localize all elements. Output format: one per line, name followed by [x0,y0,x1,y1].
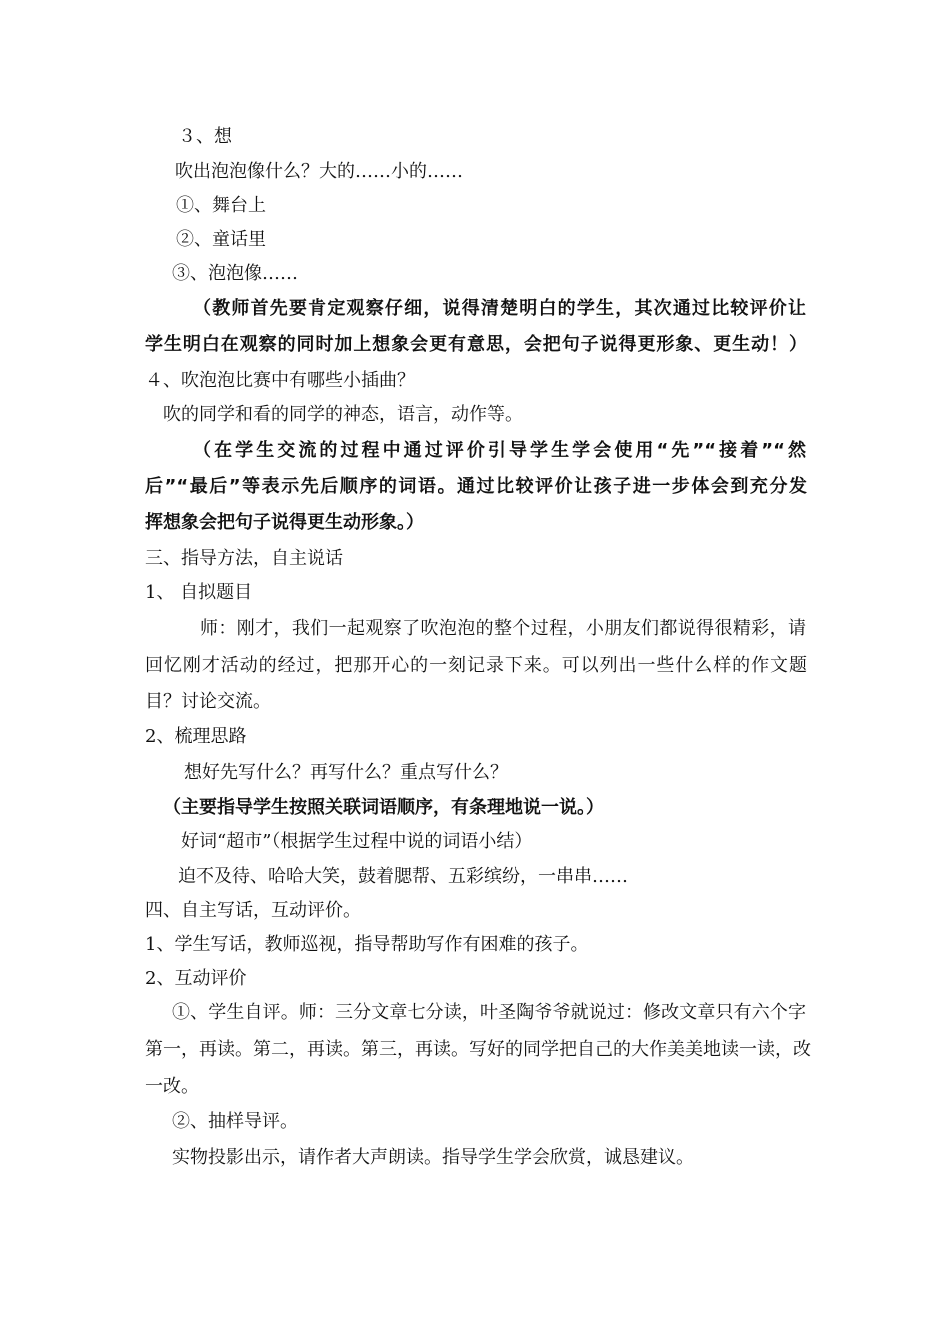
list-item: ②、童话里 [176,229,266,250]
paragraph: 第一，再读。第二，再读。第三，再读。写好的同学把自己的大作美美地读一读，改 [145,1039,811,1060]
paragraph: 目？讨论交流。 [145,691,271,712]
item-3-heading: ３、想 [178,126,232,147]
subsection-heading: 1、 自拟题目 [145,582,253,603]
paragraph: 师：刚才，我们一起观察了吹泡泡的整个过程，小朋友们都说得很精彩，请 [200,618,806,639]
subsection-heading: 2、互动评价 [145,968,247,989]
list-item: ②、抽样导评。 [172,1111,298,1132]
section-heading: 四、自主写话，互动评价。 [145,900,361,921]
teacher-note: 挥想象会把句子说得更生动形象。） [145,512,424,533]
paragraph: 好词“超市”（根据学生过程中说的词语小结） [181,831,533,852]
paragraph: 实物投影出示，请作者大声朗读。指导学生学会欣赏，诚恳建议。 [172,1147,694,1168]
subsection-heading: 2、梳理思路 [145,726,247,747]
teacher-note: （主要指导学生按照关联词语顺序，有条理地说一说。） [163,797,604,818]
section-heading: 三、指导方法，自主说话 [145,548,343,569]
item-4-heading: ４、吹泡泡比赛中有哪些小插曲？ [145,370,415,391]
teacher-note: （在学生交流的过程中通过评价引导学生学会使用“先”“接着”“然 [193,440,806,461]
paragraph: 一改。 [145,1076,199,1097]
list-item: ①、舞台上 [176,195,266,216]
teacher-note: （教师首先要肯定观察仔细，说得清楚明白的学生，其次通过比较评价让 [193,298,806,319]
subsection-heading: 1、学生写话，教师巡视，指导帮助写作有困难的孩子。 [145,934,589,955]
bubble-question: 吹出泡泡像什么？大的……小的…… [175,161,463,182]
list-item: ③、泡泡像…… [172,263,298,284]
paragraph: 吹的同学和看的同学的神态，语言，动作等。 [163,404,523,425]
paragraph: ①、学生自评。师：三分文章七分读，叶圣陶爷爷就说过：修改文章只有六个字 [172,1002,806,1023]
paragraph: 想好先写什么？再写什么？重点写什么？ [184,762,508,783]
paragraph: 回忆刚才活动的经过，把那开心的一刻记录下来。可以列出一些什么样的作文题 [145,655,807,676]
paragraph: 迫不及待、哈哈大笑，鼓着腮帮、五彩缤纷，一串串…… [178,866,628,887]
teacher-note: 学生明白在观察的同时加上想象会更有意思，会把句子说得更形象、更生动！） [145,334,807,355]
teacher-note: 后”“最后”等表示先后顺序的词语。通过比较评价让孩子进一步体会到充分发 [145,476,807,497]
